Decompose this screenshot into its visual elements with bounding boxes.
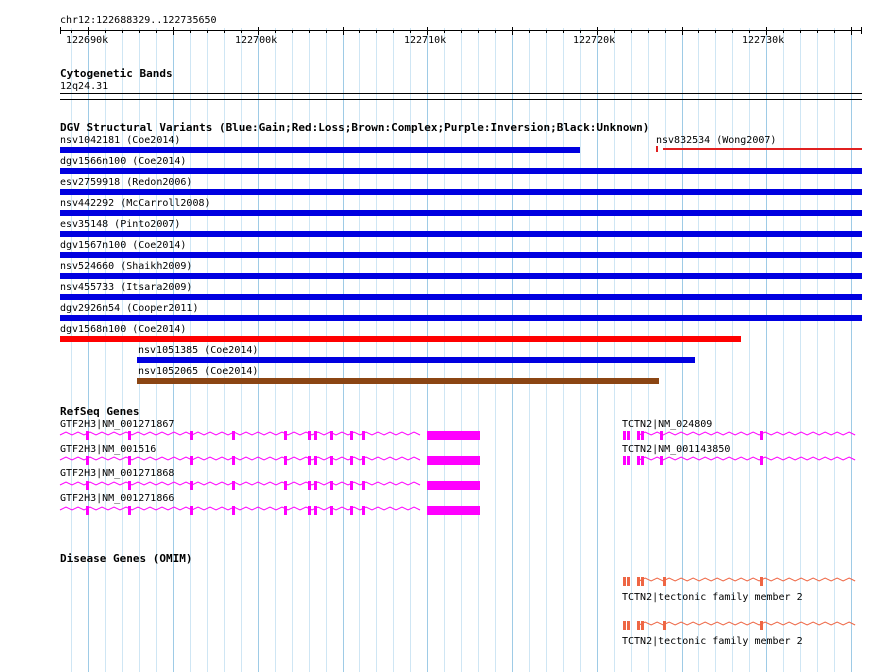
refseq-exon bbox=[330, 456, 333, 465]
refseq-exon bbox=[760, 456, 763, 465]
refseq-exon bbox=[86, 431, 89, 440]
refseq-exon bbox=[284, 456, 287, 465]
refseq-gene-label[interactable]: TCTN2|NM_001143850 bbox=[622, 444, 731, 455]
dgv-variant-label[interactable]: dgv1568n100 (Coe2014) bbox=[60, 324, 187, 335]
refseq-exon bbox=[627, 431, 630, 440]
dgv-variant-label[interactable]: esv2759918 (Redon2006) bbox=[60, 177, 193, 188]
refseq-exon bbox=[660, 431, 663, 440]
dgv-variant-bar[interactable] bbox=[60, 189, 862, 195]
dgv-variant-bar[interactable] bbox=[60, 252, 862, 258]
refseq-exon bbox=[637, 431, 640, 440]
refseq-intron bbox=[60, 457, 420, 460]
refseq-exon bbox=[86, 481, 89, 490]
refseq-gene-label[interactable]: GTF2H3|NM_001271867 bbox=[60, 419, 175, 430]
refseq-exon bbox=[760, 431, 763, 440]
dgv-variant-label[interactable]: dgv2926n54 (Cooper2011) bbox=[60, 303, 199, 314]
refseq-exon bbox=[190, 506, 193, 515]
refseq-exon bbox=[128, 506, 131, 515]
refseq-exon bbox=[427, 481, 435, 490]
refseq-exon bbox=[627, 456, 630, 465]
dgv-variant-bar[interactable] bbox=[60, 147, 580, 153]
refseq-exon bbox=[637, 456, 640, 465]
refseq-exon bbox=[641, 431, 644, 440]
refseq-intron bbox=[60, 432, 420, 435]
omim-exon bbox=[663, 577, 666, 586]
omim-gene-label[interactable]: TCTN2|tectonic family member 2 bbox=[622, 592, 803, 603]
refseq-exon bbox=[350, 506, 353, 515]
refseq-intron bbox=[60, 482, 420, 485]
ruler-tick-label: 122700k bbox=[235, 35, 278, 46]
refseq-exon bbox=[308, 481, 311, 490]
refseq-exon bbox=[232, 456, 235, 465]
refseq-exon bbox=[314, 506, 317, 515]
refseq-exon bbox=[641, 456, 644, 465]
refseq-utr-exon bbox=[435, 431, 480, 440]
dgv-track-title[interactable]: DGV Structural Variants (Blue:Gain;Red:Loss;Brown:Complex;Purple:Inversion;Black:Unknown) bbox=[60, 121, 650, 134]
dgv-variant-label[interactable]: nsv1042181 (Coe2014) bbox=[60, 135, 181, 146]
dgv-variant-bar[interactable] bbox=[60, 231, 862, 237]
omim-intron bbox=[639, 578, 855, 581]
refseq-exon bbox=[427, 456, 435, 465]
refseq-exon bbox=[284, 431, 287, 440]
refseq-track-title[interactable]: RefSeq Genes bbox=[60, 405, 140, 418]
omim-gene-label[interactable]: TCTN2|tectonic family member 2 bbox=[622, 636, 803, 647]
refseq-exon bbox=[660, 456, 663, 465]
refseq-exon bbox=[86, 456, 89, 465]
refseq-exon bbox=[128, 456, 131, 465]
dgv-variant-bar[interactable] bbox=[137, 378, 659, 384]
refseq-exon bbox=[427, 431, 435, 440]
refseq-exon bbox=[314, 481, 317, 490]
refseq-exon bbox=[623, 431, 626, 440]
cytoband-label[interactable]: 12q24.31 bbox=[60, 81, 109, 92]
cytoband-line bbox=[60, 93, 862, 94]
refseq-exon bbox=[86, 506, 89, 515]
dgv-variant-bar[interactable] bbox=[60, 294, 862, 300]
omim-exon bbox=[641, 577, 644, 586]
ruler-tick-label: 122720k bbox=[573, 35, 616, 46]
refseq-exon bbox=[362, 431, 365, 440]
refseq-intron bbox=[639, 432, 855, 435]
cytoband-line bbox=[60, 99, 862, 100]
refseq-exon bbox=[330, 431, 333, 440]
dgv-variant-label[interactable]: esv35148 (Pinto2007) bbox=[60, 219, 181, 230]
refseq-exon bbox=[232, 481, 235, 490]
refseq-exon bbox=[190, 456, 193, 465]
refseq-exon bbox=[128, 431, 131, 440]
dgv-variant-bar[interactable] bbox=[663, 148, 862, 150]
refseq-exon bbox=[330, 481, 333, 490]
refseq-exon bbox=[362, 456, 365, 465]
refseq-exon bbox=[308, 431, 311, 440]
omim-exon bbox=[641, 621, 644, 630]
refseq-gene-label[interactable]: GTF2H3|NM_001516 bbox=[60, 444, 157, 455]
refseq-exon bbox=[128, 481, 131, 490]
refseq-exon bbox=[350, 456, 353, 465]
dgv-variant-label[interactable]: dgv1567n100 (Coe2014) bbox=[60, 240, 187, 251]
refseq-exon bbox=[232, 506, 235, 515]
dgv-variant-bar[interactable] bbox=[60, 336, 741, 342]
refseq-exon bbox=[362, 481, 365, 490]
omim-exon bbox=[637, 621, 640, 630]
omim-intron bbox=[639, 622, 855, 625]
cytoband-track-title[interactable]: Cytogenetic Bands bbox=[60, 67, 173, 80]
omim-track-title[interactable]: Disease Genes (OMIM) bbox=[60, 552, 193, 565]
omim-exon bbox=[623, 577, 626, 586]
refseq-exon bbox=[232, 431, 235, 440]
dgv-variant-label[interactable]: nsv832534 (Wong2007) bbox=[656, 135, 777, 146]
dgv-variant-bar[interactable] bbox=[60, 210, 862, 216]
dgv-variant-bar[interactable] bbox=[137, 357, 695, 363]
refseq-gene-label[interactable]: TCTN2|NM_024809 bbox=[622, 419, 713, 430]
dgv-variant-label[interactable]: dgv1566n100 (Coe2014) bbox=[60, 156, 187, 167]
ruler-tick-label: 122730k bbox=[742, 35, 785, 46]
location-label: chr12:122688329..122735650 bbox=[60, 15, 217, 26]
omim-exon bbox=[627, 577, 630, 586]
dgv-variant-bar[interactable] bbox=[60, 168, 862, 174]
dgv-variant-label[interactable]: nsv1052065 (Coe2014) bbox=[138, 366, 259, 377]
refseq-exon bbox=[623, 456, 626, 465]
omim-exon bbox=[627, 621, 630, 630]
omim-exon bbox=[663, 621, 666, 630]
refseq-exon bbox=[350, 431, 353, 440]
refseq-exon bbox=[284, 506, 287, 515]
refseq-exon bbox=[190, 481, 193, 490]
refseq-exon bbox=[314, 456, 317, 465]
refseq-exon bbox=[308, 506, 311, 515]
refseq-exon bbox=[284, 481, 287, 490]
refseq-gene-label[interactable]: GTF2H3|NM_001271866 bbox=[60, 493, 175, 504]
refseq-exon bbox=[330, 506, 333, 515]
dgv-variant-tick bbox=[656, 146, 658, 152]
ruler-tick-label: 122710k bbox=[404, 35, 447, 46]
refseq-exon bbox=[427, 506, 435, 515]
ruler-tick-label: 122690k bbox=[66, 35, 109, 46]
dgv-variant-label[interactable]: nsv455733 (Itsara2009) bbox=[60, 282, 193, 293]
dgv-variant-label[interactable]: nsv1051385 (Coe2014) bbox=[138, 345, 259, 356]
refseq-exon bbox=[190, 431, 193, 440]
refseq-exon bbox=[362, 506, 365, 515]
dgv-variant-label[interactable]: nsv524660 (Shaikh2009) bbox=[60, 261, 193, 272]
omim-exon bbox=[623, 621, 626, 630]
dgv-variant-bar[interactable] bbox=[60, 273, 862, 279]
refseq-gene-label[interactable]: GTF2H3|NM_001271868 bbox=[60, 468, 175, 479]
refseq-intron bbox=[60, 507, 420, 510]
refseq-exon bbox=[350, 481, 353, 490]
refseq-utr-exon bbox=[435, 506, 480, 515]
dgv-variant-label[interactable]: nsv442292 (McCarroll2008) bbox=[60, 198, 211, 209]
refseq-exon bbox=[314, 431, 317, 440]
omim-exon bbox=[760, 577, 763, 586]
refseq-utr-exon bbox=[435, 456, 480, 465]
refseq-intron bbox=[639, 457, 855, 460]
omim-exon bbox=[637, 577, 640, 586]
refseq-exon bbox=[308, 456, 311, 465]
omim-exon bbox=[760, 621, 763, 630]
dgv-variant-bar[interactable] bbox=[60, 315, 862, 321]
refseq-utr-exon bbox=[435, 481, 480, 490]
